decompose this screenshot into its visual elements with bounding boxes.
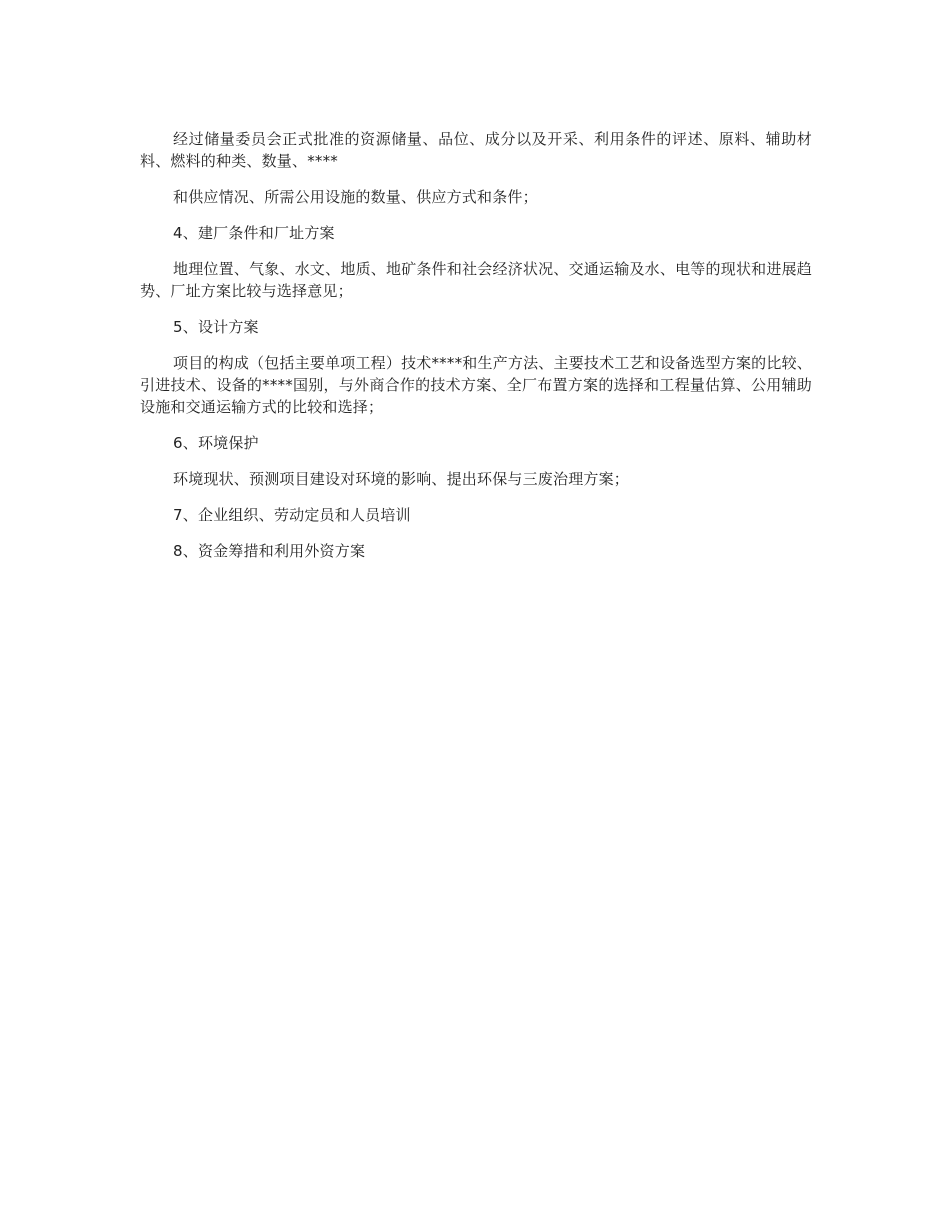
paragraph-environment-details: 环境现状、预测项目建设对环境的影响、提出环保与三废治理方案； [173, 470, 630, 488]
paragraph-resource-reserves: 经过储量委员会正式批准的资源储量、品位、成分以及开采、利用条件的评述、原料、辅助材料、燃料的种类、数量、**** [140, 130, 812, 170]
heading-environment: 6、环境保护 [173, 434, 259, 452]
document-page [140, 128, 812, 576]
heading-organization-staffing: 7、企业组织、劳动定员和人员培训 [173, 506, 411, 524]
heading-financing: 8、资金筹措和利用外资方案 [173, 542, 366, 560]
paragraph-site-details: 地理位置、气象、水文、地质、地矿条件和社会经济状况、交通运输及水、电等的现状和进展趋势、厂址方案比较与选择意见； [140, 260, 812, 300]
paragraph-design-details: 项目的构成（包括主要单项工程）技术****和生产方法、主要技术工艺和设备选型方案的比较、引进技术、设备的****国别，与外商合作的技术方案、全厂布置方案的选择和工程量估算、公用辅助设施和交通运输方式的比较和选择； [140, 354, 812, 416]
heading-site-conditions: 4、建厂条件和厂址方案 [173, 224, 335, 242]
heading-design-plan: 5、设计方案 [173, 318, 259, 336]
paragraph-supply-conditions: 和供应情况、所需公用设施的数量、供应方式和条件； [173, 188, 538, 206]
